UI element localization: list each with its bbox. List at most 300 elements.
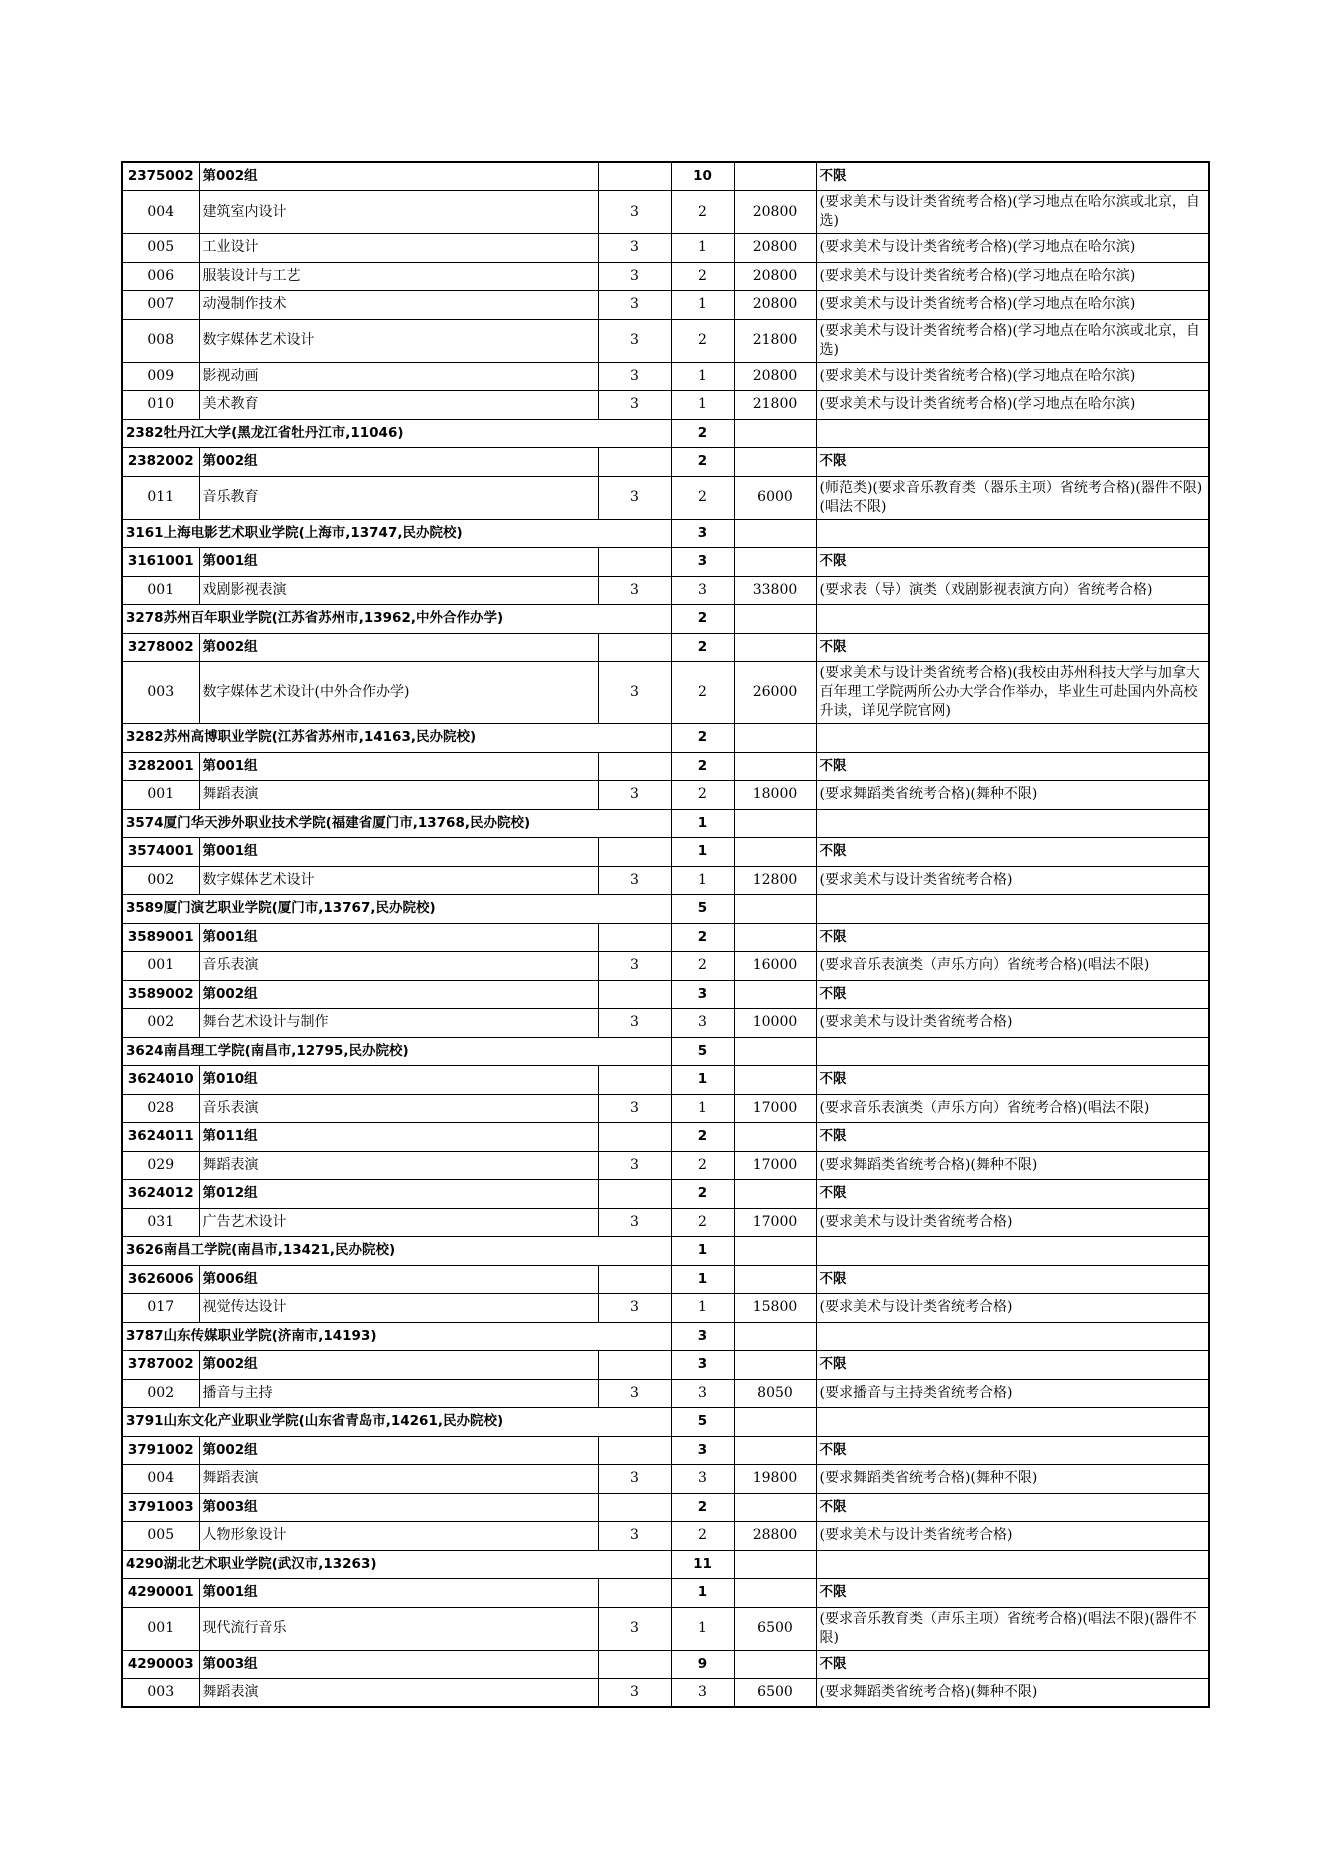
major-plan-count: 2 (671, 1208, 734, 1237)
major-name: 视觉传达设计 (199, 1294, 598, 1323)
major-row (122, 1151, 1209, 1180)
school-name: 3626南昌工学院(南昌市,13421,民办院校) (122, 1237, 671, 1266)
major-note: (要求美术与设计类省统考合格)(我校由苏州科技大学与加拿大百年理工学院两所公办大学合作举办，毕业生可赴国内外高校升读，详见学院官网) (816, 662, 1209, 724)
major-note: (要求美术与设计类省统考合格)(学习地点在哈尔滨) (816, 234, 1209, 263)
major-plan-count: 3 (671, 1009, 734, 1038)
major-plan-count: 2 (671, 952, 734, 981)
school-name: 3624南昌理工学院(南昌市,12795,民办院校) (122, 1037, 671, 1066)
group-note: 不限 (816, 1265, 1209, 1294)
major-code: 002 (122, 866, 199, 895)
school-name: 3161上海电影艺术职业学院(上海市,13747,民办院校) (122, 519, 671, 548)
school-plan-count: 3 (671, 1322, 734, 1351)
major-note: (要求音乐表演类（声乐方向）省统考合格)(唱法不限) (816, 1094, 1209, 1123)
major-years: 3 (598, 262, 671, 291)
major-plan-count: 1 (671, 1607, 734, 1650)
group-row (122, 162, 1209, 191)
school-fee (734, 1322, 816, 1351)
major-years: 3 (598, 1607, 671, 1650)
group-note: 不限 (816, 633, 1209, 662)
group-note: 不限 (816, 1650, 1209, 1679)
group-row (122, 1436, 1209, 1465)
group-row (122, 1351, 1209, 1380)
major-plan-count: 3 (671, 1679, 734, 1708)
major-row (122, 476, 1209, 519)
major-code: 002 (122, 1379, 199, 1408)
school-note (816, 895, 1209, 924)
group-row (122, 1650, 1209, 1679)
major-years: 3 (598, 476, 671, 519)
group-name: 第001组 (199, 838, 598, 867)
major-name: 建筑室内设计 (199, 191, 598, 234)
major-fee: 12800 (734, 866, 816, 895)
group-code: 3589001 (122, 923, 199, 952)
group-code: 3791002 (122, 1436, 199, 1465)
group-name: 第006组 (199, 1265, 598, 1294)
major-name: 广告艺术设计 (199, 1208, 598, 1237)
major-row (122, 1208, 1209, 1237)
school-note (816, 419, 1209, 448)
group-row (122, 448, 1209, 477)
major-code: 011 (122, 476, 199, 519)
table-body (122, 162, 1209, 1707)
major-code: 001 (122, 576, 199, 605)
major-years: 3 (598, 319, 671, 362)
major-code: 002 (122, 1009, 199, 1038)
group-fee (734, 980, 816, 1009)
major-note: (要求美术与设计类省统考合格) (816, 866, 1209, 895)
school-note (816, 519, 1209, 548)
school-note (816, 1550, 1209, 1579)
major-code: 003 (122, 662, 199, 724)
group-years (598, 923, 671, 952)
group-plan-count: 2 (671, 923, 734, 952)
major-years: 3 (598, 1208, 671, 1237)
major-code: 008 (122, 319, 199, 362)
school-row (122, 605, 1209, 634)
major-name: 动漫制作技术 (199, 291, 598, 320)
group-name: 第002组 (199, 448, 598, 477)
group-fee (734, 448, 816, 477)
group-code: 3282001 (122, 752, 199, 781)
group-plan-count: 3 (671, 1351, 734, 1380)
major-name: 音乐表演 (199, 952, 598, 981)
group-name: 第001组 (199, 548, 598, 577)
school-name: 3791山东文化产业职业学院(山东省青岛市,14261,民办院校) (122, 1408, 671, 1437)
group-row (122, 1123, 1209, 1152)
school-fee (734, 419, 816, 448)
major-name: 播音与主持 (199, 1379, 598, 1408)
group-note: 不限 (816, 1066, 1209, 1095)
group-note: 不限 (816, 448, 1209, 477)
group-years (598, 162, 671, 191)
group-plan-count: 2 (671, 448, 734, 477)
major-years: 3 (598, 866, 671, 895)
group-name: 第001组 (199, 923, 598, 952)
group-code: 3624010 (122, 1066, 199, 1095)
group-years (598, 1180, 671, 1209)
major-row (122, 781, 1209, 810)
school-row (122, 724, 1209, 753)
major-note: (要求美术与设计类省统考合格)(学习地点在哈尔滨) (816, 362, 1209, 391)
major-plan-count: 3 (671, 1465, 734, 1494)
group-years (598, 1493, 671, 1522)
school-fee (734, 1237, 816, 1266)
major-fee: 6500 (734, 1607, 816, 1650)
group-note: 不限 (816, 1180, 1209, 1209)
major-name: 数字媒体艺术设计 (199, 866, 598, 895)
major-fee: 17000 (734, 1094, 816, 1123)
major-plan-count: 3 (671, 576, 734, 605)
major-years: 3 (598, 1465, 671, 1494)
major-code: 006 (122, 262, 199, 291)
group-row (122, 923, 1209, 952)
group-code: 3161001 (122, 548, 199, 577)
major-code: 003 (122, 1679, 199, 1708)
major-years: 3 (598, 1379, 671, 1408)
group-plan-count: 1 (671, 838, 734, 867)
major-years: 3 (598, 391, 671, 420)
group-fee (734, 1351, 816, 1380)
major-plan-count: 3 (671, 1379, 734, 1408)
major-name: 数字媒体艺术设计(中外合作办学) (199, 662, 598, 724)
group-code: 3278002 (122, 633, 199, 662)
school-name: 4290湖北艺术职业学院(武汉市,13263) (122, 1550, 671, 1579)
major-fee: 10000 (734, 1009, 816, 1038)
group-name: 第011组 (199, 1123, 598, 1152)
major-row (122, 1294, 1209, 1323)
major-name: 音乐教育 (199, 476, 598, 519)
school-fee (734, 895, 816, 924)
group-code: 3626006 (122, 1265, 199, 1294)
major-name: 服装设计与工艺 (199, 262, 598, 291)
major-fee: 20800 (734, 191, 816, 234)
group-fee (734, 162, 816, 191)
major-name: 现代流行音乐 (199, 1607, 598, 1650)
group-code: 3624011 (122, 1123, 199, 1152)
group-row (122, 1265, 1209, 1294)
major-note: (要求美术与设计类省统考合格) (816, 1522, 1209, 1551)
group-name: 第002组 (199, 980, 598, 1009)
major-plan-count: 2 (671, 319, 734, 362)
major-fee: 20800 (734, 291, 816, 320)
major-name: 工业设计 (199, 234, 598, 263)
school-plan-count: 5 (671, 895, 734, 924)
major-name: 舞蹈表演 (199, 1151, 598, 1180)
major-code: 001 (122, 1607, 199, 1650)
group-code: 3787002 (122, 1351, 199, 1380)
major-fee: 19800 (734, 1465, 816, 1494)
major-row (122, 1379, 1209, 1408)
group-code: 3624012 (122, 1180, 199, 1209)
school-fee (734, 809, 816, 838)
group-years (598, 838, 671, 867)
admission-plan-table (121, 161, 1210, 1708)
major-plan-count: 1 (671, 291, 734, 320)
major-plan-count: 2 (671, 191, 734, 234)
major-row (122, 1465, 1209, 1494)
major-row (122, 319, 1209, 362)
major-fee: 6000 (734, 476, 816, 519)
group-name: 第010组 (199, 1066, 598, 1095)
major-row (122, 866, 1209, 895)
major-name: 数字媒体艺术设计 (199, 319, 598, 362)
major-years: 3 (598, 781, 671, 810)
major-fee: 16000 (734, 952, 816, 981)
major-note: (要求舞蹈类省统考合格)(舞种不限) (816, 781, 1209, 810)
major-note: (要求美术与设计类省统考合格) (816, 1009, 1209, 1038)
group-fee (734, 838, 816, 867)
major-years: 3 (598, 952, 671, 981)
major-code: 017 (122, 1294, 199, 1323)
major-row (122, 1607, 1209, 1650)
major-plan-count: 1 (671, 1294, 734, 1323)
school-row (122, 895, 1209, 924)
major-row (122, 1679, 1209, 1708)
major-row (122, 391, 1209, 420)
major-note: (要求音乐表演类（声乐方向）省统考合格)(唱法不限) (816, 952, 1209, 981)
major-fee: 17000 (734, 1208, 816, 1237)
school-fee (734, 1408, 816, 1437)
major-name: 人物形象设计 (199, 1522, 598, 1551)
major-name: 戏剧影视表演 (199, 576, 598, 605)
group-name: 第003组 (199, 1650, 598, 1679)
school-row (122, 419, 1209, 448)
group-plan-count: 2 (671, 1180, 734, 1209)
group-note: 不限 (816, 980, 1209, 1009)
major-years: 3 (598, 662, 671, 724)
major-years: 3 (598, 234, 671, 263)
school-note (816, 809, 1209, 838)
major-plan-count: 1 (671, 391, 734, 420)
major-fee: 20800 (734, 262, 816, 291)
major-years: 3 (598, 1009, 671, 1038)
group-row (122, 1180, 1209, 1209)
school-fee (734, 724, 816, 753)
group-years (598, 448, 671, 477)
group-note: 不限 (816, 1123, 1209, 1152)
major-note: (要求美术与设计类省统考合格)(学习地点在哈尔滨) (816, 291, 1209, 320)
major-row (122, 662, 1209, 724)
major-row (122, 234, 1209, 263)
major-row (122, 291, 1209, 320)
group-row (122, 1493, 1209, 1522)
school-note (816, 724, 1209, 753)
major-name: 影视动画 (199, 362, 598, 391)
group-code: 2382002 (122, 448, 199, 477)
major-note: (要求美术与设计类省统考合格) (816, 1294, 1209, 1323)
major-years: 3 (598, 1522, 671, 1551)
school-name: 2382牡丹江大学(黑龙江省牡丹江市,11046) (122, 419, 671, 448)
major-note: (要求美术与设计类省统考合格)(学习地点在哈尔滨) (816, 262, 1209, 291)
school-fee (734, 1037, 816, 1066)
school-fee (734, 1550, 816, 1579)
major-note: (要求美术与设计类省统考合格)(学习地点在哈尔滨或北京，自选) (816, 319, 1209, 362)
major-code: 004 (122, 1465, 199, 1494)
school-plan-count: 2 (671, 724, 734, 753)
group-fee (734, 1066, 816, 1095)
major-years: 3 (598, 191, 671, 234)
group-fee (734, 923, 816, 952)
major-note: (要求美术与设计类省统考合格)(学习地点在哈尔滨) (816, 391, 1209, 420)
school-name: 3787山东传媒职业学院(济南市,14193) (122, 1322, 671, 1351)
group-years (598, 1436, 671, 1465)
group-note: 不限 (816, 1351, 1209, 1380)
group-name: 第002组 (199, 1436, 598, 1465)
group-plan-count: 3 (671, 1436, 734, 1465)
major-plan-count: 2 (671, 476, 734, 519)
group-code: 2375002 (122, 162, 199, 191)
major-row (122, 1522, 1209, 1551)
group-row (122, 633, 1209, 662)
group-name: 第001组 (199, 1579, 598, 1608)
major-note: (要求音乐教育类（声乐主项）省统考合格)(唱法不限)(器件不限) (816, 1607, 1209, 1650)
major-code: 004 (122, 191, 199, 234)
group-code: 3589002 (122, 980, 199, 1009)
major-fee: 33800 (734, 576, 816, 605)
group-row (122, 752, 1209, 781)
group-years (598, 1123, 671, 1152)
group-fee (734, 548, 816, 577)
group-years (598, 1265, 671, 1294)
group-name: 第002组 (199, 1351, 598, 1380)
school-note (816, 1037, 1209, 1066)
major-note: (师范类)(要求音乐教育类（器乐主项）省统考合格)(器件不限)(唱法不限) (816, 476, 1209, 519)
major-fee: 15800 (734, 1294, 816, 1323)
school-name: 3589厦门演艺职业学院(厦门市,13767,民办院校) (122, 895, 671, 924)
major-years: 3 (598, 1151, 671, 1180)
school-row (122, 1237, 1209, 1266)
major-years: 3 (598, 362, 671, 391)
major-fee: 17000 (734, 1151, 816, 1180)
major-plan-count: 2 (671, 781, 734, 810)
group-plan-count: 3 (671, 548, 734, 577)
major-plan-count: 1 (671, 1094, 734, 1123)
major-fee: 21800 (734, 319, 816, 362)
group-fee (734, 1180, 816, 1209)
major-fee: 8050 (734, 1379, 816, 1408)
major-name: 舞蹈表演 (199, 1465, 598, 1494)
major-fee: 18000 (734, 781, 816, 810)
school-name: 3278苏州百年职业学院(江苏省苏州市,13962,中外合作办学) (122, 605, 671, 634)
major-name: 舞蹈表演 (199, 1679, 598, 1708)
group-name: 第002组 (199, 162, 598, 191)
group-fee (734, 1579, 816, 1608)
major-note: (要求表（导）演类（戏剧影视表演方向）省统考合格) (816, 576, 1209, 605)
group-row (122, 548, 1209, 577)
major-plan-count: 2 (671, 1151, 734, 1180)
major-code: 005 (122, 1522, 199, 1551)
school-note (816, 1408, 1209, 1437)
major-plan-count: 2 (671, 662, 734, 724)
major-note: (要求播音与主持类省统考合格) (816, 1379, 1209, 1408)
group-code: 3791003 (122, 1493, 199, 1522)
group-code: 4290003 (122, 1650, 199, 1679)
school-plan-count: 5 (671, 1408, 734, 1437)
group-fee (734, 1650, 816, 1679)
major-fee: 6500 (734, 1679, 816, 1708)
major-plan-count: 2 (671, 262, 734, 291)
major-row (122, 191, 1209, 234)
major-note: (要求舞蹈类省统考合格)(舞种不限) (816, 1151, 1209, 1180)
major-fee: 20800 (734, 234, 816, 263)
major-code: 001 (122, 952, 199, 981)
group-row (122, 1579, 1209, 1608)
group-plan-count: 9 (671, 1650, 734, 1679)
group-years (598, 1351, 671, 1380)
major-years: 3 (598, 576, 671, 605)
group-note: 不限 (816, 1579, 1209, 1608)
major-code: 001 (122, 781, 199, 810)
group-years (598, 1650, 671, 1679)
major-row (122, 576, 1209, 605)
major-fee: 21800 (734, 391, 816, 420)
group-note: 不限 (816, 752, 1209, 781)
major-name: 舞蹈表演 (199, 781, 598, 810)
major-note: (要求舞蹈类省统考合格)(舞种不限) (816, 1465, 1209, 1494)
major-code: 005 (122, 234, 199, 263)
school-row (122, 1322, 1209, 1351)
major-code: 031 (122, 1208, 199, 1237)
school-row (122, 1408, 1209, 1437)
group-years (598, 980, 671, 1009)
school-row (122, 1037, 1209, 1066)
major-row (122, 362, 1209, 391)
major-row (122, 1009, 1209, 1038)
major-note: (要求舞蹈类省统考合格)(舞种不限) (816, 1679, 1209, 1708)
school-row (122, 1550, 1209, 1579)
school-plan-count: 1 (671, 1237, 734, 1266)
major-fee: 28800 (734, 1522, 816, 1551)
major-plan-count: 1 (671, 866, 734, 895)
major-name: 舞台艺术设计与制作 (199, 1009, 598, 1038)
group-name: 第003组 (199, 1493, 598, 1522)
major-code: 029 (122, 1151, 199, 1180)
group-fee (734, 1123, 816, 1152)
major-plan-count: 2 (671, 1522, 734, 1551)
group-plan-count: 2 (671, 633, 734, 662)
school-plan-count: 2 (671, 419, 734, 448)
group-note: 不限 (816, 923, 1209, 952)
school-fee (734, 605, 816, 634)
group-plan-count: 2 (671, 1493, 734, 1522)
group-plan-count: 2 (671, 1123, 734, 1152)
major-note: (要求美术与设计类省统考合格)(学习地点在哈尔滨或北京，自选) (816, 191, 1209, 234)
school-name: 3574厦门华天涉外职业技术学院(福建省厦门市,13768,民办院校) (122, 809, 671, 838)
school-plan-count: 11 (671, 1550, 734, 1579)
major-row (122, 1094, 1209, 1123)
major-years: 3 (598, 291, 671, 320)
group-plan-count: 1 (671, 1265, 734, 1294)
major-name: 音乐表演 (199, 1094, 598, 1123)
group-years (598, 1579, 671, 1608)
school-plan-count: 1 (671, 809, 734, 838)
group-name: 第002组 (199, 633, 598, 662)
school-row (122, 519, 1209, 548)
group-plan-count: 2 (671, 752, 734, 781)
school-name: 3282苏州高博职业学院(江苏省苏州市,14163,民办院校) (122, 724, 671, 753)
group-note: 不限 (816, 838, 1209, 867)
group-code: 4290001 (122, 1579, 199, 1608)
group-row (122, 1066, 1209, 1095)
major-years: 3 (598, 1679, 671, 1708)
group-years (598, 548, 671, 577)
major-row (122, 952, 1209, 981)
group-row (122, 838, 1209, 867)
group-plan-count: 3 (671, 980, 734, 1009)
group-years (598, 633, 671, 662)
group-fee (734, 633, 816, 662)
major-plan-count: 1 (671, 234, 734, 263)
